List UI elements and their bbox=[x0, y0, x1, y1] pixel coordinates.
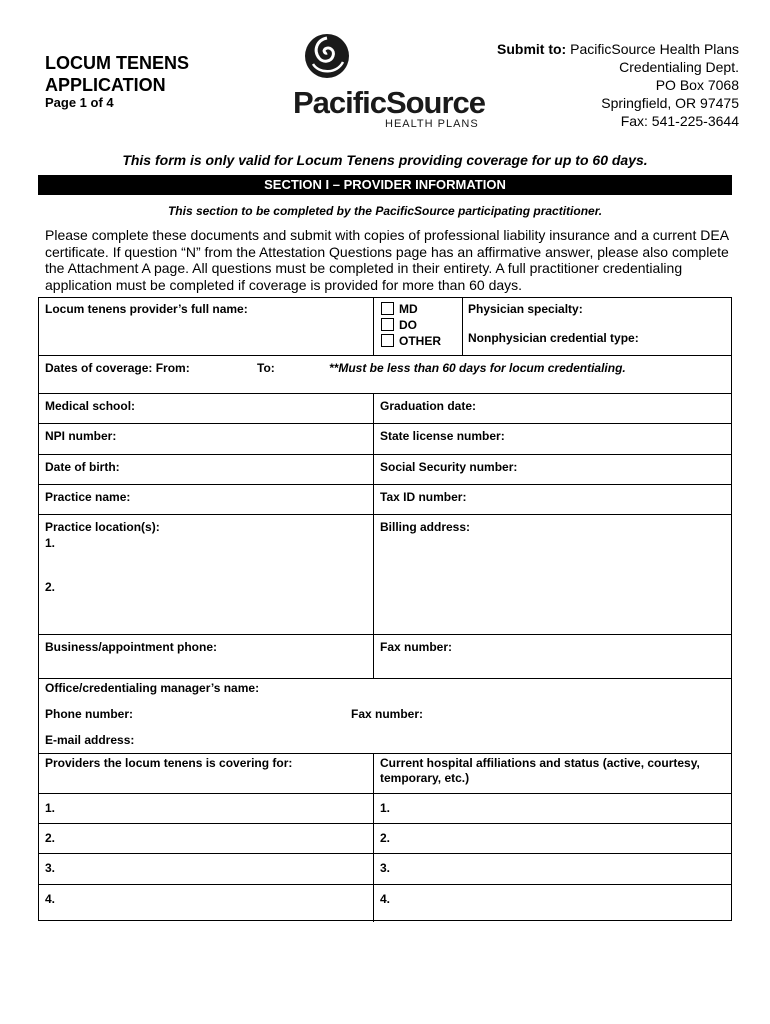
row-divider bbox=[39, 823, 731, 824]
dates-from-label: Dates of coverage: From: bbox=[45, 361, 190, 375]
swirl-logo-icon bbox=[293, 30, 483, 90]
practice-name-label: Practice name: bbox=[45, 490, 131, 504]
dob-label: Date of birth: bbox=[45, 460, 120, 474]
submit-org: PacificSource Health Plans bbox=[570, 41, 739, 57]
col-divider bbox=[373, 393, 374, 678]
provider-row-3: 3. bbox=[45, 861, 56, 875]
degree-other[interactable] bbox=[381, 334, 441, 349]
row-divider bbox=[39, 853, 731, 854]
nonphysician-label: Nonphysician credential type: bbox=[468, 331, 639, 345]
section-note: This section to be completed by the PacificSource participating practitioner. bbox=[167, 204, 603, 218]
section-title: SECTION I – PROVIDER INFORMATION bbox=[38, 175, 732, 195]
submit-fax: Fax: 541-225-3644 bbox=[620, 113, 739, 129]
col-divider bbox=[373, 298, 374, 355]
providers-covering-label: Providers the locum tenens is covering for: bbox=[45, 756, 293, 770]
col-divider bbox=[373, 753, 374, 922]
office-manager-label: Office/credentialing manager’s name: bbox=[45, 681, 260, 695]
billing-label: Billing address: bbox=[380, 520, 471, 534]
dates-to-label: To: bbox=[257, 361, 275, 375]
submit-box: PO Box 7068 bbox=[655, 77, 739, 93]
medical-school-label: Medical school: bbox=[45, 399, 136, 413]
location-2: 2. bbox=[45, 580, 56, 594]
provider-row-1: 1. bbox=[45, 801, 56, 815]
md-label: MD bbox=[399, 302, 418, 316]
ssn-label: Social Security number: bbox=[380, 460, 518, 474]
phone-number-label: Phone number: bbox=[45, 707, 134, 721]
row-divider bbox=[39, 454, 731, 455]
dates-note: **Must be less than 60 days for locum credentialing. bbox=[329, 361, 626, 375]
pacificsource-logo bbox=[293, 30, 486, 130]
provider-row-4: 4. bbox=[45, 892, 56, 906]
provider-row-2: 2. bbox=[45, 831, 56, 845]
row-divider bbox=[39, 355, 731, 356]
row-divider bbox=[39, 423, 731, 424]
title-line-2: APPLICATION bbox=[45, 75, 166, 95]
row-divider bbox=[39, 393, 731, 394]
tax-id-label: Tax ID number: bbox=[380, 490, 467, 504]
row-divider bbox=[39, 793, 731, 794]
validity-note: This form is only valid for Locum Tenens providing coverage for up to 60 days. bbox=[122, 152, 648, 168]
row-divider bbox=[39, 484, 731, 485]
degree-md[interactable] bbox=[381, 302, 418, 317]
hospital-row-4: 4. bbox=[380, 892, 391, 906]
md-checkbox[interactable] bbox=[381, 302, 394, 315]
npi-label: NPI number: bbox=[45, 429, 117, 443]
hospital-affiliations-label: Current hospital affiliations and status (active, courtesy, temporary, etc.) bbox=[380, 756, 700, 785]
business-phone-label: Business/appointment phone: bbox=[45, 640, 218, 654]
hospital-row-3: 3. bbox=[380, 861, 391, 875]
row-divider bbox=[39, 753, 731, 754]
hospital-row-2: 2. bbox=[380, 831, 391, 845]
provider-info-form bbox=[38, 297, 732, 921]
specialty-label: Physician specialty: bbox=[468, 302, 583, 316]
row-divider bbox=[39, 678, 731, 679]
other-checkbox[interactable] bbox=[381, 334, 394, 347]
submit-city: Springfield, OR 97475 bbox=[601, 95, 739, 111]
other-label: OTHER bbox=[399, 334, 441, 348]
practice-locations-label: Practice location(s): bbox=[45, 520, 160, 534]
logo-wordmark: PacificSource bbox=[293, 85, 486, 120]
do-label: DO bbox=[399, 318, 417, 332]
do-checkbox[interactable] bbox=[381, 318, 394, 331]
submit-address bbox=[497, 40, 739, 130]
office-fax-label: Fax number: bbox=[351, 707, 424, 721]
fax-number-label: Fax number: bbox=[380, 640, 453, 654]
email-label: E-mail address: bbox=[45, 733, 135, 747]
row-divider bbox=[39, 884, 731, 885]
submit-label: Submit to: bbox=[497, 41, 567, 57]
graduation-label: Graduation date: bbox=[380, 399, 477, 413]
title-line-1: LOCUM TENENS bbox=[45, 53, 189, 73]
section-intro: Please complete these documents and submit with copies of professional liability insurance and a current DEA certificate. If question “N” from the Attestation Questions page has an affirmative answer, please also complete the Attachment A page. All questions must be completed in their entirety. A full practitioner credentialing application must be completed if coverage is provided for more than 60 days. bbox=[45, 227, 729, 293]
form-title bbox=[45, 52, 189, 96]
logo-subtitle: HEALTH PLANS bbox=[385, 118, 479, 130]
submit-dept: Credentialing Dept. bbox=[619, 59, 739, 75]
row-divider bbox=[39, 514, 731, 515]
row-divider bbox=[39, 634, 731, 635]
full-name-label: Locum tenens provider’s full name: bbox=[45, 302, 248, 316]
state-license-label: State license number: bbox=[380, 429, 505, 443]
hospital-row-1: 1. bbox=[380, 801, 391, 815]
col-divider bbox=[462, 298, 463, 355]
location-1: 1. bbox=[45, 536, 56, 550]
page-number: Page 1 of 4 bbox=[45, 95, 114, 110]
degree-do[interactable] bbox=[381, 318, 417, 333]
